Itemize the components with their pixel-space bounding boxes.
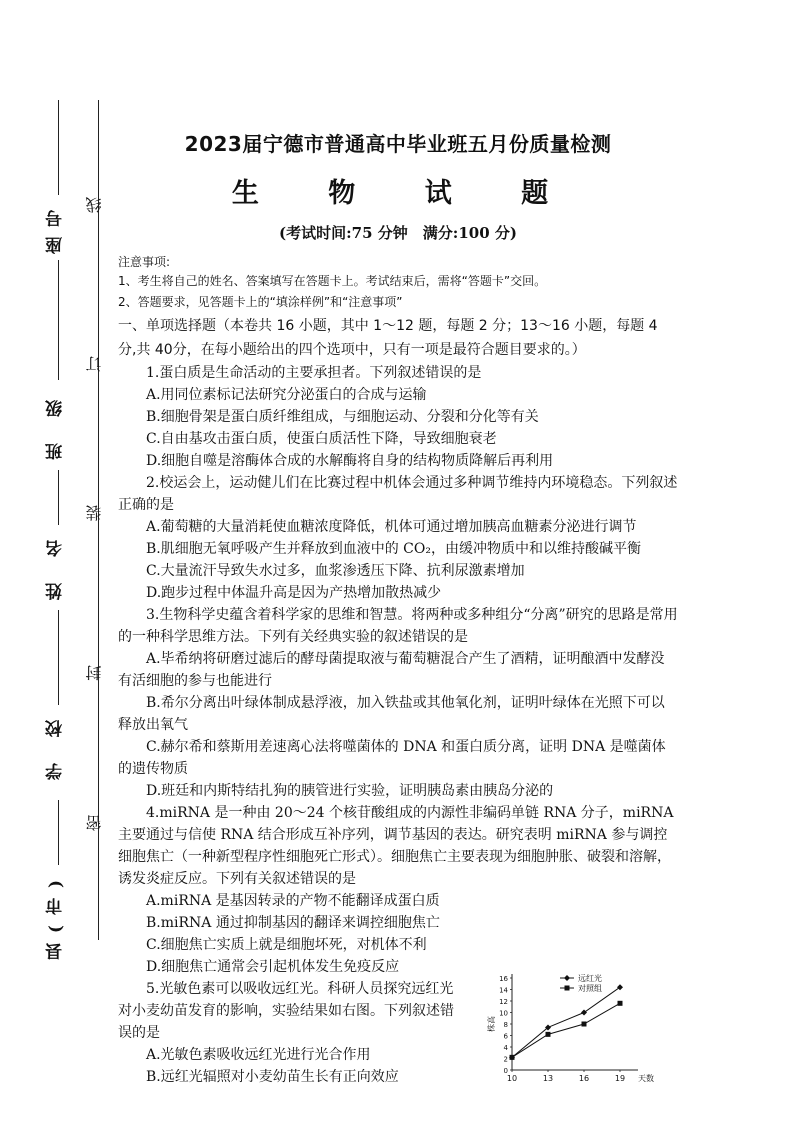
option: B.希尔分离出叶绿体制成悬浮液，加入铁盐或其他氧化剂，证明叶绿体在光照下可以释放出氧气 [118, 695, 665, 733]
option: D.细胞焦亡通常会引起机体发生免疫反应 [146, 959, 400, 975]
series-point-1 [582, 1022, 587, 1027]
option: B.肌细胞无氧呼吸产生并释放到血液中的 CO₂，由缓冲物质中和以维持酸碱平衡 [146, 541, 641, 557]
y-tick-label: 14 [499, 986, 508, 995]
series-point-1 [618, 1001, 623, 1006]
option: A.葡萄糖的大量消耗使血糖浓度降低，机体可通过增加胰高血糖素分泌进行调节 [146, 519, 637, 535]
series-point-0 [617, 984, 623, 990]
legend-label-0: 远红光 [578, 974, 602, 983]
question-2 [118, 472, 678, 604]
note-item: 2、答题要求，见答题卡上的“填涂样例”和“注意事项” [118, 295, 403, 309]
question-1 [118, 362, 678, 472]
question-4 [118, 802, 678, 978]
x-axis-label: 天数 [638, 1074, 654, 1083]
legend-marker-0 [564, 975, 570, 981]
x-tick-label: 10 [506, 1074, 518, 1083]
option: A.光敏色素吸收远红光进行光合作用 [146, 1047, 371, 1063]
series-point-0 [581, 1010, 587, 1016]
option: C.自由基攻击蛋白质，使蛋白质活性下降，导致细胞衰老 [146, 431, 497, 447]
school-label: 学 校 [46, 710, 66, 780]
y-tick-label: 4 [503, 1044, 508, 1052]
question-stem: 4.miRNA 是一种由 20～24 个核苷酸组成的内源性非编码单链 RNA 分子，miRNA 主要通过与信使 RNA 结合形成互补序列，调节基因的表达。研究表明 miRNA 参与调控细胞焦亡（一种新型程序性细胞死亡形式）。细胞焦亡主要表现为细胞肿胀、破裂和溶解，诱发炎症反应。下列有关叙述错误的是 [118, 805, 674, 887]
option: B.miRNA 通过抑制基因的翻译来调控细胞焦亡 [146, 915, 440, 931]
legend-label-1: 对照组 [578, 984, 602, 993]
option: A.毕希纳将研磨过滤后的酵母菌提取液与葡萄糖混合产生了酒精，证明酿酒中发酵没有活细胞的参与也能进行 [118, 651, 665, 689]
question-5 [118, 978, 463, 1088]
plant-height-chart [480, 970, 690, 1090]
seat-label: 座号 [46, 200, 66, 254]
option: C.细胞焦亡实质上就是细胞坏死，对机体不利 [146, 937, 427, 953]
option: D.跑步过程中体温升高是因为产热增加散热减少 [146, 585, 442, 601]
exam-title: 2023届宁德市普通高中毕业班五月份质量检测 [184, 132, 612, 156]
seat-underline [58, 100, 59, 195]
y-tick-label: 6 [503, 1032, 508, 1041]
school-underline [58, 610, 59, 705]
class-label: 班 级 [46, 390, 66, 460]
option: A.miRNA 是基因转录的产物不能翻译成蛋白质 [146, 893, 440, 909]
section-heading: 一、单项选择题（本卷共 16 小题，其中 1～12 题，每题 2 分；13～16 小题，每题 4 分,共 40分，在每小题给出的四个选项中，只有一项是最符合题目要求的。） [118, 318, 658, 358]
question-stem: 1.蛋白质是生命活动的主要承担者。下列叙述错误的是 [146, 365, 482, 381]
y-tick-label: 12 [499, 998, 508, 1006]
series-line-1 [512, 1003, 620, 1057]
seal-char-mount: 装 [85, 505, 104, 521]
x-tick-label: 16 [578, 1074, 590, 1083]
y-tick-label: 0 [503, 1067, 508, 1075]
legend-marker-1 [565, 986, 570, 991]
option: A.用同位素标记法研究分泌蛋白的合成与运输 [146, 387, 427, 403]
seal-char-bind: 订 [85, 356, 104, 372]
option: C.大量流汗导致失水过多，血浆渗透压下降、抗利尿激素增加 [146, 563, 525, 579]
y-axis-label: 株高 [487, 1016, 496, 1032]
y-tick-label: 10 [499, 1009, 508, 1018]
option: B.远红光辐照对小麦幼苗生长有正向效应 [146, 1069, 399, 1085]
name-label: 姓 名 [46, 530, 66, 600]
x-tick-label: 19 [614, 1074, 626, 1083]
exam-subject: 生 物 试 题 [231, 178, 579, 209]
question-3 [118, 604, 678, 802]
option: D.细胞自噬是溶酶体合成的水解酶将自身的结构物质降解后再利用 [146, 453, 554, 469]
seal-char-seal: 封 [85, 665, 104, 681]
exam-time: (考试时间:75 分钟 满分:100 分) [279, 224, 517, 242]
option: D.班廷和内斯特结扎狗的胰管进行实验，证明胰岛素由胰岛分泌的 [146, 783, 554, 799]
county-underline [58, 800, 59, 865]
seal-char-secret: 密 [85, 815, 104, 831]
option: B.细胞骨架是蛋白质纤维组成，与细胞运动、分裂和分化等有关 [146, 409, 539, 425]
question-stem: 5.光敏色素可以吸收远红光。科研人员探究远红光对小麦幼苗发育的影响，实验结果如右图。下列叙述错误的是 [118, 981, 454, 1041]
question-stem: 2.校运会上，运动健儿们在比赛过程中机体会通过多种调节维持内环境稳态。下列叙述正确的是 [118, 475, 678, 513]
option: C.赫尔希和蔡斯用差速离心法将噬菌体的 DNA 和蛋白质分离，证明 DNA 是噬菌体的遗传物质 [118, 739, 666, 777]
county-label: 县(市) [46, 870, 66, 961]
question-stem: 3.生物科学史蕴含着科学家的思维和智慧。将两种或多种组分“分离”研究的思路是常用的一种科学思维方法。下列有关经典实验的叙述错误的是 [118, 607, 678, 645]
y-tick-label: 8 [503, 1021, 508, 1029]
series-point-1 [546, 1032, 551, 1037]
note-item: 1、考生将自己的姓名、答案填写在答题卡上。考试结束后，需将“答题卡”交回。 [118, 274, 547, 288]
class-underline [58, 260, 59, 380]
y-tick-label: 2 [503, 1055, 508, 1064]
series-point-1 [510, 1055, 515, 1060]
exam-content [118, 128, 678, 1088]
x-tick-label: 13 [542, 1074, 554, 1083]
y-tick-label: 16 [499, 975, 508, 983]
notes-heading: 注意事项: [118, 255, 171, 269]
seal-char-line: 线 [85, 197, 104, 213]
name-underline [58, 470, 59, 525]
